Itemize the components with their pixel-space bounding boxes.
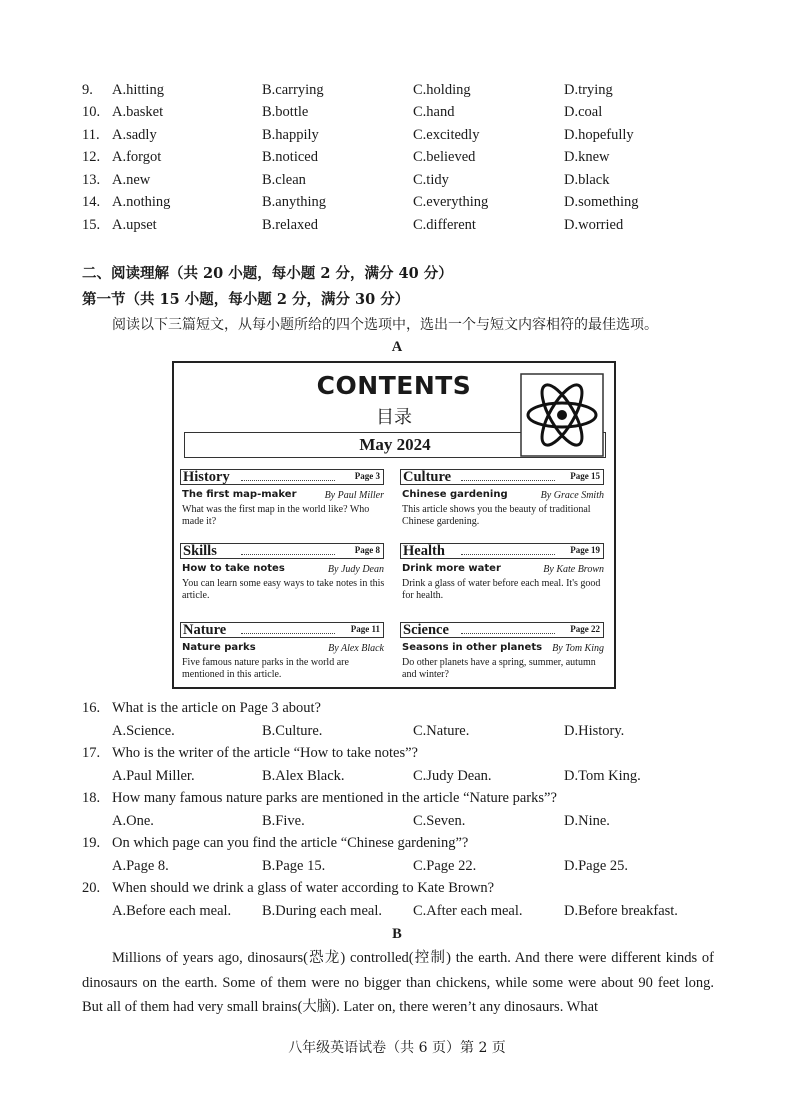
question-number: 15.: [82, 217, 101, 233]
article-author: By Tom King: [552, 643, 604, 654]
contents-entry-health: [400, 543, 606, 605]
page-number: Page 3: [354, 471, 380, 481]
question-number: 14.: [82, 194, 101, 210]
page-number: Page 8: [354, 545, 380, 555]
category-name: Science: [403, 622, 449, 638]
option-d: D.coal: [564, 104, 603, 120]
page-number: Page 15: [570, 471, 600, 481]
option-c: C.After each meal.: [413, 903, 523, 919]
option-a: A.new: [112, 172, 151, 188]
article-description: Five famous nature parks in the world are mentioned in this article.: [182, 657, 349, 680]
article-author: By Alex Black: [328, 643, 384, 654]
contents-table: [172, 361, 616, 689]
option-a: A.Page 8.: [112, 858, 169, 874]
article-title: Nature parks: [182, 642, 256, 653]
category-name: Culture: [403, 469, 452, 485]
question-number: 17.: [82, 745, 101, 761]
category-name: Nature: [183, 622, 227, 638]
option-d: D.something: [564, 194, 639, 210]
option-b: B.anything: [262, 194, 327, 210]
option-d: D.Page 25.: [564, 858, 629, 874]
article-description: You can learn some easy ways to take notes in this article.: [182, 578, 385, 601]
question-20: [0, 880, 794, 926]
article-description: What was the first map in the world like? Who made it?: [182, 504, 370, 527]
question-text: Who is the writer of the article “How to take notes”?: [112, 745, 418, 761]
option-d: D.knew: [564, 149, 610, 165]
option-c: C.hand: [413, 104, 455, 120]
option-b: B.Alex Black.: [262, 768, 345, 784]
article-author: By Kate Brown: [543, 564, 604, 575]
option-b: B.During each meal.: [262, 903, 382, 919]
article-title: How to take notes: [182, 563, 285, 574]
option-a: A.nothing: [112, 194, 171, 210]
option-c: C.believed: [413, 149, 476, 165]
question-number: 16.: [82, 700, 101, 716]
category-name: History: [183, 469, 230, 485]
question-19: [0, 835, 794, 881]
option-c: C.tidy: [413, 172, 449, 188]
option-a: A.Science.: [112, 723, 175, 739]
page-number: Page 22: [570, 624, 600, 634]
question-number: 10.: [82, 104, 101, 120]
question-14-options: [0, 194, 794, 216]
question-number: 12.: [82, 149, 101, 165]
option-a: A.Paul Miller.: [112, 768, 195, 784]
article-title: Drink more water: [402, 563, 501, 574]
category-bar: [400, 543, 604, 559]
contents-entry-skills: [180, 543, 386, 605]
option-d: D.hopefully: [564, 127, 634, 143]
article-author: By Judy Dean: [327, 564, 384, 575]
question-number: 13.: [82, 172, 101, 188]
question-11-options: [0, 127, 794, 149]
category-bar: [180, 469, 384, 485]
option-b: B.Culture.: [262, 723, 323, 739]
question-10-options: [0, 104, 794, 126]
contents-entry-nature: [180, 622, 386, 684]
option-a: A.upset: [112, 217, 157, 233]
question-number: 11.: [82, 127, 100, 143]
contents-entry-culture: [400, 469, 606, 531]
option-c: C.Page 22.: [413, 858, 477, 874]
option-d: D.Tom King.: [564, 768, 641, 784]
option-c: C.excitedly: [413, 127, 480, 143]
option-b: B.happily: [262, 127, 319, 143]
article-description: This article shows you the beauty of traditional Chinese gardening.: [402, 504, 591, 527]
category-bar: [180, 622, 384, 638]
category-bar: [400, 469, 604, 485]
page-number: Page 11: [350, 624, 380, 634]
option-d: D.black: [564, 172, 610, 188]
category-name: Skills: [183, 543, 217, 559]
category-name: Health: [403, 543, 445, 559]
category-bar: [180, 543, 384, 559]
category-bar: [400, 622, 604, 638]
article-author: By Grace Smith: [540, 490, 604, 501]
option-d: D.worried: [564, 217, 624, 233]
contents-title: CONTENTS: [316, 371, 472, 400]
passage-b-text: Millions of years ago, dinosaurs(恐龙) controlled(控制) the earth. And there were different kinds of dinosaurs on the earth. Some of them were no bigger than chickens, while some were about 90 feet long. But all of them had very small brains(大脑). Later on, there weren’t any dinosaurs. What: [82, 950, 714, 1015]
question-15-options: [0, 217, 794, 239]
question-13-options: [0, 172, 794, 194]
option-b: B.relaxed: [262, 217, 318, 233]
question-text: How many famous nature parks are mentioned in the article “Nature parks”?: [112, 790, 557, 806]
option-b: B.clean: [262, 172, 306, 188]
option-d: D.trying: [564, 82, 613, 98]
option-a: A.sadly: [112, 127, 157, 143]
section-heading: 二、阅读理解（共 20 小题，每小题 2 分，满分 40 分）: [82, 265, 453, 282]
question-number: 19.: [82, 835, 101, 851]
page-footer: 八年级英语试卷（共 6 页）第 2 页: [288, 1040, 506, 1056]
option-c: C.everything: [413, 194, 489, 210]
subsection-heading: 第一节（共 15 小题，每小题 2 分，满分 30 分）: [82, 291, 410, 308]
article-title: Seasons in other planets: [402, 642, 543, 653]
contents-entry-history: [180, 469, 386, 531]
option-b: B.noticed: [262, 149, 318, 165]
passage-a-label: A: [391, 339, 403, 355]
option-d: D.Nine.: [564, 813, 610, 829]
instruction-text: 阅读以下三篇短文，从每小题所给的四个选项中，选出一个与短文内容相符的最佳选项。: [112, 317, 658, 333]
question-16: [0, 700, 794, 746]
option-c: C.Nature.: [413, 723, 470, 739]
article-description: Do other planets have a spring, summer, autumn and winter?: [402, 657, 596, 680]
option-b: B.Page 15.: [262, 858, 326, 874]
contents-subtitle: 目录: [376, 407, 412, 428]
contents-entry-science: [400, 622, 606, 684]
option-a: A.One.: [112, 813, 154, 829]
option-c: C.different: [413, 217, 476, 233]
option-c: C.holding: [413, 82, 471, 98]
question-number: 18.: [82, 790, 101, 806]
article-author: By Paul Miller: [324, 490, 384, 501]
atom-icon: [520, 373, 604, 457]
question-17: [0, 745, 794, 791]
option-a: A.hitting: [112, 82, 164, 98]
question-18: [0, 790, 794, 836]
question-number: 20.: [82, 880, 101, 896]
question-number: 9.: [82, 82, 93, 98]
option-c: C.Seven.: [413, 813, 466, 829]
passage-b-label: B: [392, 926, 402, 942]
question-12-options: [0, 149, 794, 171]
option-b: B.Five.: [262, 813, 305, 829]
option-c: C.Judy Dean.: [413, 768, 492, 784]
option-d: D.Before breakfast.: [564, 903, 678, 919]
option-b: B.carrying: [262, 82, 324, 98]
article-title: The first map-maker: [182, 489, 297, 500]
option-d: D.History.: [564, 723, 625, 739]
page-number: Page 19: [570, 545, 600, 555]
option-a: A.forgot: [112, 149, 162, 165]
option-a: A.Before each meal.: [112, 903, 232, 919]
question-text: What is the article on Page 3 about?: [112, 700, 321, 716]
issue-date: May 2024: [184, 432, 606, 458]
article-description: Drink a glass of water before each meal. It's good for health.: [402, 578, 601, 601]
option-b: B.bottle: [262, 104, 309, 120]
question-text: On which page can you find the article “Chinese gardening”?: [112, 835, 469, 851]
option-a: A.basket: [112, 104, 164, 120]
question-9-options: [0, 82, 794, 104]
article-title: Chinese gardening: [402, 489, 508, 500]
question-text: When should we drink a glass of water according to Kate Brown?: [112, 880, 495, 896]
